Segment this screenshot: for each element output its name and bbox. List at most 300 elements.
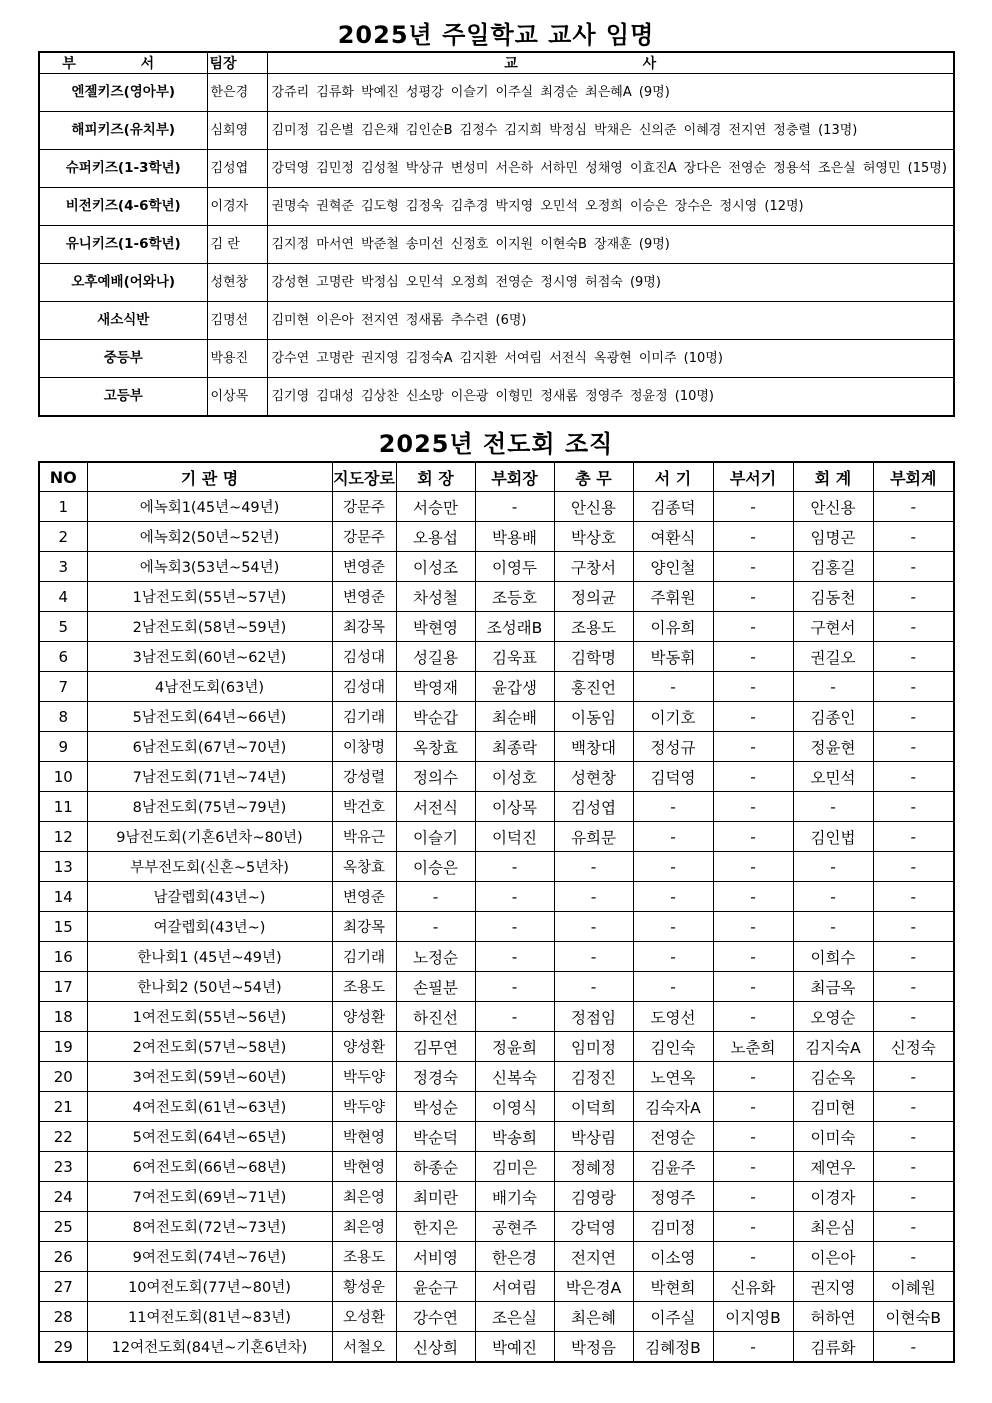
vice-president-cell: - bbox=[475, 942, 554, 972]
header-vice-president: 부회장 bbox=[475, 462, 554, 492]
elder-cell: 강문주 bbox=[332, 492, 396, 522]
treasurer-cell: 이경자 bbox=[793, 1182, 873, 1212]
table-row bbox=[39, 942, 954, 972]
treasurer-cell: 김미현 bbox=[793, 1092, 873, 1122]
header-department: 부 서 bbox=[39, 52, 207, 74]
no-cell: 5 bbox=[39, 612, 87, 642]
treasurer-cell: 오민석 bbox=[793, 762, 873, 792]
team-leader-cell: 김명선 bbox=[207, 302, 267, 340]
department-cell: 중등부 bbox=[39, 340, 207, 378]
teacher-appointment-title: 2025년 주일학교 교사 임명 bbox=[337, 21, 655, 49]
vice-secretary-cell: - bbox=[713, 912, 793, 942]
vice-treasurer-cell: 이현숙B bbox=[873, 1302, 954, 1332]
secretary-cell: 박현희 bbox=[633, 1272, 713, 1302]
vice-secretary-cell: - bbox=[713, 1122, 793, 1152]
table-row bbox=[39, 492, 954, 522]
vice-secretary-cell: - bbox=[713, 822, 793, 852]
general-affairs-cell: 정점임 bbox=[554, 1002, 633, 1032]
organization-cell: 3남전도회(60년~62년) bbox=[87, 642, 332, 672]
vice-secretary-cell: - bbox=[713, 1182, 793, 1212]
secretary-cell: 도영선 bbox=[633, 1002, 713, 1032]
no-cell: 16 bbox=[39, 942, 87, 972]
teacher-row bbox=[39, 340, 954, 378]
teacher-appointment-table bbox=[38, 51, 955, 417]
president-cell: 서전식 bbox=[396, 792, 475, 822]
treasurer-cell: - bbox=[793, 792, 873, 822]
general-affairs-cell: 구창서 bbox=[554, 552, 633, 582]
table-row bbox=[39, 1212, 954, 1242]
teacher-row bbox=[39, 378, 954, 416]
president-cell: 박영재 bbox=[396, 672, 475, 702]
treasurer-cell: 김순옥 bbox=[793, 1062, 873, 1092]
no-cell: 1 bbox=[39, 492, 87, 522]
vice-treasurer-cell: - bbox=[873, 1182, 954, 1212]
elder-cell: 조용도 bbox=[332, 972, 396, 1002]
elder-cell: 변영준 bbox=[332, 552, 396, 582]
organization-cell: 8남전도회(75년~79년) bbox=[87, 792, 332, 822]
vice-secretary-cell: 노춘희 bbox=[713, 1032, 793, 1062]
vice-treasurer-cell: - bbox=[873, 822, 954, 852]
vice-secretary-cell: 신유화 bbox=[713, 1272, 793, 1302]
vice-treasurer-cell: - bbox=[873, 972, 954, 1002]
organization-cell: 5여전도회(64년~65년) bbox=[87, 1122, 332, 1152]
treasurer-cell: 이희수 bbox=[793, 942, 873, 972]
president-cell: 박순갑 bbox=[396, 702, 475, 732]
no-cell: 23 bbox=[39, 1152, 87, 1182]
secretary-cell: - bbox=[633, 972, 713, 1002]
header-elder: 지도장로 bbox=[332, 462, 396, 492]
general-affairs-cell: 정혜정 bbox=[554, 1152, 633, 1182]
general-affairs-cell: 김학명 bbox=[554, 642, 633, 672]
teacher-row bbox=[39, 302, 954, 340]
teachers-cell: 김기영 김대성 김상찬 신소망 이은광 이형민 정새롬 정영주 정윤정 (10명) bbox=[267, 378, 954, 416]
elder-cell: 박두양 bbox=[332, 1092, 396, 1122]
teachers-cell: 강쥬리 김류화 박예진 성평강 이슬기 이주실 최경순 최은혜A (9명) bbox=[267, 74, 954, 112]
organization-cell: 한나회1 (45년~49년) bbox=[87, 942, 332, 972]
treasurer-cell: 김류화 bbox=[793, 1332, 873, 1363]
president-cell: 서비영 bbox=[396, 1242, 475, 1272]
vice-president-cell: 서여림 bbox=[475, 1272, 554, 1302]
vice-secretary-cell: - bbox=[713, 1002, 793, 1032]
vice-president-cell: 신복숙 bbox=[475, 1062, 554, 1092]
president-cell: - bbox=[396, 912, 475, 942]
elder-cell: 박현영 bbox=[332, 1152, 396, 1182]
table-row bbox=[39, 552, 954, 582]
vice-president-cell: 이덕진 bbox=[475, 822, 554, 852]
vice-secretary-cell: - bbox=[713, 552, 793, 582]
vice-treasurer-cell: - bbox=[873, 1092, 954, 1122]
table-row bbox=[39, 1332, 954, 1363]
elder-cell: 박현영 bbox=[332, 1122, 396, 1152]
president-cell: 박현영 bbox=[396, 612, 475, 642]
vice-treasurer-cell: 신정숙 bbox=[873, 1032, 954, 1062]
general-affairs-cell: 최은혜 bbox=[554, 1302, 633, 1332]
table-row bbox=[39, 1152, 954, 1182]
elder-cell: 강성렬 bbox=[332, 762, 396, 792]
vice-treasurer-cell: - bbox=[873, 852, 954, 882]
teacher-row bbox=[39, 112, 954, 150]
general-affairs-cell: 전지연 bbox=[554, 1242, 633, 1272]
table-row bbox=[39, 1182, 954, 1212]
teachers-cell: 강수연 고명란 권지영 김정숙A 김지환 서여림 서전식 옥광현 이미주 (10명) bbox=[267, 340, 954, 378]
secretary-cell: 이유희 bbox=[633, 612, 713, 642]
treasurer-cell: 최은심 bbox=[793, 1212, 873, 1242]
vice-president-cell: 조은실 bbox=[475, 1302, 554, 1332]
vice-president-cell: 한은경 bbox=[475, 1242, 554, 1272]
secretary-cell: 양인철 bbox=[633, 552, 713, 582]
no-cell: 29 bbox=[39, 1332, 87, 1363]
secretary-cell: 정영주 bbox=[633, 1182, 713, 1212]
table-row bbox=[39, 912, 954, 942]
no-cell: 8 bbox=[39, 702, 87, 732]
organization-cell: 남갈렙회(43년~) bbox=[87, 882, 332, 912]
secretary-cell: - bbox=[633, 882, 713, 912]
president-cell: 손필분 bbox=[396, 972, 475, 1002]
vice-president-cell: 배기숙 bbox=[475, 1182, 554, 1212]
president-cell: 신상희 bbox=[396, 1332, 475, 1363]
organization-cell: 부부전도회(신혼~5년차) bbox=[87, 852, 332, 882]
teachers-cell: 권명숙 권혁준 김도형 김정욱 김추경 박지영 오민석 오정희 이승은 장수은 정시영 (12명) bbox=[267, 188, 954, 226]
president-cell: 박순덕 bbox=[396, 1122, 475, 1152]
president-cell: 이슬기 bbox=[396, 822, 475, 852]
elder-cell: 변영준 bbox=[332, 882, 396, 912]
vice-secretary-cell: - bbox=[713, 942, 793, 972]
vice-president-cell: 윤갑생 bbox=[475, 672, 554, 702]
org-table-header-row bbox=[39, 462, 954, 492]
vice-secretary-cell: - bbox=[713, 882, 793, 912]
organization-cell: 한나회2 (50년~54년) bbox=[87, 972, 332, 1002]
table-row bbox=[39, 1272, 954, 1302]
treasurer-cell: 안신용 bbox=[793, 492, 873, 522]
vice-president-cell: - bbox=[475, 492, 554, 522]
elder-cell: 김성대 bbox=[332, 672, 396, 702]
treasurer-cell: 구현서 bbox=[793, 612, 873, 642]
no-cell: 12 bbox=[39, 822, 87, 852]
team-leader-cell: 이경자 bbox=[207, 188, 267, 226]
no-cell: 25 bbox=[39, 1212, 87, 1242]
vice-president-cell: 최순배 bbox=[475, 702, 554, 732]
table-row bbox=[39, 732, 954, 762]
president-cell: 하진선 bbox=[396, 1002, 475, 1032]
secretary-cell: 김혜정B bbox=[633, 1332, 713, 1363]
vice-treasurer-cell: - bbox=[873, 1242, 954, 1272]
department-cell: 엔젤키즈(영아부) bbox=[39, 74, 207, 112]
vice-president-cell: 김욱표 bbox=[475, 642, 554, 672]
vice-treasurer-cell: - bbox=[873, 1062, 954, 1092]
president-cell: 박성순 bbox=[396, 1092, 475, 1122]
treasurer-cell: 허하연 bbox=[793, 1302, 873, 1332]
teacher-row bbox=[39, 226, 954, 264]
table-row bbox=[39, 1122, 954, 1152]
treasurer-cell: 김지숙A bbox=[793, 1032, 873, 1062]
organization-cell: 에녹회2(50년~52년) bbox=[87, 522, 332, 552]
treasurer-cell: 임명곤 bbox=[793, 522, 873, 552]
secretary-cell: - bbox=[633, 942, 713, 972]
teacher-row bbox=[39, 150, 954, 188]
general-affairs-cell: - bbox=[554, 882, 633, 912]
president-cell: 이성조 bbox=[396, 552, 475, 582]
organization-cell: 4여전도회(61년~63년) bbox=[87, 1092, 332, 1122]
general-affairs-cell: 김정진 bbox=[554, 1062, 633, 1092]
vice-president-cell: 박송희 bbox=[475, 1122, 554, 1152]
vice-treasurer-cell: - bbox=[873, 492, 954, 522]
elder-cell: 옥창효 bbox=[332, 852, 396, 882]
vice-treasurer-cell: - bbox=[873, 792, 954, 822]
president-cell: 서승만 bbox=[396, 492, 475, 522]
no-cell: 11 bbox=[39, 792, 87, 822]
general-affairs-cell: 이덕희 bbox=[554, 1092, 633, 1122]
table-row bbox=[39, 852, 954, 882]
general-affairs-cell: - bbox=[554, 852, 633, 882]
no-cell: 19 bbox=[39, 1032, 87, 1062]
department-cell: 오후예배(어와나) bbox=[39, 264, 207, 302]
vice-treasurer-cell: - bbox=[873, 702, 954, 732]
general-affairs-cell: 유희문 bbox=[554, 822, 633, 852]
treasurer-cell: 제연우 bbox=[793, 1152, 873, 1182]
vice-secretary-cell: - bbox=[713, 792, 793, 822]
organization-cell: 9여전도회(74년~76년) bbox=[87, 1242, 332, 1272]
no-cell: 28 bbox=[39, 1302, 87, 1332]
general-affairs-cell: 성현창 bbox=[554, 762, 633, 792]
no-cell: 6 bbox=[39, 642, 87, 672]
vice-treasurer-cell: - bbox=[873, 1122, 954, 1152]
organization-cell: 12여전도회(84년~기혼6년차) bbox=[87, 1332, 332, 1363]
table-row bbox=[39, 702, 954, 732]
general-affairs-cell: - bbox=[554, 912, 633, 942]
secretary-cell: - bbox=[633, 852, 713, 882]
president-cell: 이승은 bbox=[396, 852, 475, 882]
secretary-cell: - bbox=[633, 912, 713, 942]
secretary-cell: 노연옥 bbox=[633, 1062, 713, 1092]
elder-cell: 박건호 bbox=[332, 792, 396, 822]
organization-cell: 11여전도회(81년~83년) bbox=[87, 1302, 332, 1332]
no-cell: 3 bbox=[39, 552, 87, 582]
vice-treasurer-cell: - bbox=[873, 1332, 954, 1363]
vice-secretary-cell: - bbox=[713, 522, 793, 552]
vice-secretary-cell: - bbox=[713, 762, 793, 792]
header-team-leader: 팀장 bbox=[207, 52, 267, 74]
vice-secretary-cell: - bbox=[713, 582, 793, 612]
president-cell: - bbox=[396, 882, 475, 912]
no-cell: 24 bbox=[39, 1182, 87, 1212]
organization-cell: 7남전도회(71년~74년) bbox=[87, 762, 332, 792]
treasurer-cell: - bbox=[793, 672, 873, 702]
secretary-cell: - bbox=[633, 672, 713, 702]
mission-society-table bbox=[38, 461, 955, 1363]
secretary-cell: 여환식 bbox=[633, 522, 713, 552]
elder-cell: 오성환 bbox=[332, 1302, 396, 1332]
header-organization: 기 관 명 bbox=[87, 462, 332, 492]
vice-treasurer-cell: - bbox=[873, 1002, 954, 1032]
secretary-cell: 주휘원 bbox=[633, 582, 713, 612]
general-affairs-cell: 강덕영 bbox=[554, 1212, 633, 1242]
secretary-cell: 이주실 bbox=[633, 1302, 713, 1332]
vice-treasurer-cell: - bbox=[873, 732, 954, 762]
teacher-row bbox=[39, 74, 954, 112]
no-cell: 21 bbox=[39, 1092, 87, 1122]
team-leader-cell: 김 란 bbox=[207, 226, 267, 264]
president-cell: 김무연 bbox=[396, 1032, 475, 1062]
teachers-cell: 강성현 고명란 박정심 오민석 오정희 전영순 정시영 허점숙 (9명) bbox=[267, 264, 954, 302]
team-leader-cell: 한은경 bbox=[207, 74, 267, 112]
vice-president-cell: 김미은 bbox=[475, 1152, 554, 1182]
president-cell: 한지은 bbox=[396, 1212, 475, 1242]
department-cell: 비전키즈(4-6학년) bbox=[39, 188, 207, 226]
vice-president-cell: - bbox=[475, 1002, 554, 1032]
no-cell: 4 bbox=[39, 582, 87, 612]
teachers-cell: 김지정 마서연 박준철 송미선 신정호 이지원 이현숙B 장재훈 (9명) bbox=[267, 226, 954, 264]
secretary-cell: 이소영 bbox=[633, 1242, 713, 1272]
team-leader-cell: 성현창 bbox=[207, 264, 267, 302]
treasurer-cell: 김인법 bbox=[793, 822, 873, 852]
elder-cell: 조용도 bbox=[332, 1242, 396, 1272]
general-affairs-cell: - bbox=[554, 972, 633, 1002]
table-row bbox=[39, 762, 954, 792]
vice-secretary-cell: - bbox=[713, 1332, 793, 1363]
president-cell: 성길용 bbox=[396, 642, 475, 672]
mission-society-title: 2025년 전도회 조직 bbox=[378, 430, 614, 458]
organization-cell: 6남전도회(67년~70년) bbox=[87, 732, 332, 762]
header-secretary: 서 기 bbox=[633, 462, 713, 492]
treasurer-cell: 김동천 bbox=[793, 582, 873, 612]
elder-cell: 강문주 bbox=[332, 522, 396, 552]
vice-treasurer-cell: 이혜원 bbox=[873, 1272, 954, 1302]
no-cell: 18 bbox=[39, 1002, 87, 1032]
president-cell: 윤순구 bbox=[396, 1272, 475, 1302]
table-row bbox=[39, 522, 954, 552]
elder-cell: 박두양 bbox=[332, 1062, 396, 1092]
header-teachers: 교 사 bbox=[267, 52, 954, 74]
general-affairs-cell: 홍진언 bbox=[554, 672, 633, 702]
no-cell: 20 bbox=[39, 1062, 87, 1092]
department-cell: 고등부 bbox=[39, 378, 207, 416]
table-row bbox=[39, 612, 954, 642]
president-cell: 하종순 bbox=[396, 1152, 475, 1182]
no-cell: 15 bbox=[39, 912, 87, 942]
vice-treasurer-cell: - bbox=[873, 552, 954, 582]
president-cell: 오용섭 bbox=[396, 522, 475, 552]
general-affairs-cell: 박은경A bbox=[554, 1272, 633, 1302]
elder-cell: 김성대 bbox=[332, 642, 396, 672]
no-cell: 9 bbox=[39, 732, 87, 762]
vice-president-cell: - bbox=[475, 852, 554, 882]
organization-cell: 4남전도회(63년) bbox=[87, 672, 332, 702]
vice-president-cell: 이영식 bbox=[475, 1092, 554, 1122]
treasurer-cell: 이미숙 bbox=[793, 1122, 873, 1152]
table-row bbox=[39, 792, 954, 822]
treasurer-cell: - bbox=[793, 912, 873, 942]
organization-cell: 3여전도회(59년~60년) bbox=[87, 1062, 332, 1092]
vice-treasurer-cell: - bbox=[873, 582, 954, 612]
elder-cell: 최은영 bbox=[332, 1182, 396, 1212]
table-row bbox=[39, 972, 954, 1002]
treasurer-cell: - bbox=[793, 882, 873, 912]
vice-treasurer-cell: - bbox=[873, 1212, 954, 1242]
teacher-table-header-row bbox=[39, 52, 954, 74]
president-cell: 노정순 bbox=[396, 942, 475, 972]
elder-cell: 박유근 bbox=[332, 822, 396, 852]
table-row bbox=[39, 1032, 954, 1062]
organization-cell: 9남전도회(기혼6년차~80년) bbox=[87, 822, 332, 852]
vice-secretary-cell: - bbox=[713, 672, 793, 702]
vice-secretary-cell: - bbox=[713, 1062, 793, 1092]
general-affairs-cell: 김영랑 bbox=[554, 1182, 633, 1212]
organization-cell: 10여전도회(77년~80년) bbox=[87, 1272, 332, 1302]
vice-secretary-cell: - bbox=[713, 1242, 793, 1272]
teacher-row bbox=[39, 188, 954, 226]
vice-secretary-cell: - bbox=[713, 612, 793, 642]
no-cell: 7 bbox=[39, 672, 87, 702]
general-affairs-cell: 안신용 bbox=[554, 492, 633, 522]
teachers-cell: 김미정 김은별 김은채 김인순B 김정수 김지희 박정심 박채은 신의준 이혜경 전지연 정충렬 (13명) bbox=[267, 112, 954, 150]
vice-treasurer-cell: - bbox=[873, 612, 954, 642]
general-affairs-cell: 임미정 bbox=[554, 1032, 633, 1062]
teacher-row bbox=[39, 264, 954, 302]
elder-cell: 양성환 bbox=[332, 1032, 396, 1062]
vice-president-cell: - bbox=[475, 912, 554, 942]
general-affairs-cell: 김성엽 bbox=[554, 792, 633, 822]
vice-secretary-cell: - bbox=[713, 972, 793, 1002]
header-vice-secretary: 부서기 bbox=[713, 462, 793, 492]
organization-cell: 1남전도회(55년~57년) bbox=[87, 582, 332, 612]
header-no: NO bbox=[39, 462, 87, 492]
secretary-cell: 김윤주 bbox=[633, 1152, 713, 1182]
vice-president-cell: - bbox=[475, 972, 554, 1002]
elder-cell: 김기래 bbox=[332, 702, 396, 732]
table-row bbox=[39, 582, 954, 612]
president-cell: 정경숙 bbox=[396, 1062, 475, 1092]
vice-secretary-cell: 이지영B bbox=[713, 1302, 793, 1332]
elder-cell: 황성운 bbox=[332, 1272, 396, 1302]
general-affairs-cell: 박정음 bbox=[554, 1332, 633, 1363]
treasurer-cell: 권길오 bbox=[793, 642, 873, 672]
vice-secretary-cell: - bbox=[713, 852, 793, 882]
vice-treasurer-cell: - bbox=[873, 522, 954, 552]
treasurer-cell: 김종인 bbox=[793, 702, 873, 732]
no-cell: 10 bbox=[39, 762, 87, 792]
organization-cell: 8여전도회(72년~73년) bbox=[87, 1212, 332, 1242]
organization-cell: 에녹회3(53년~54년) bbox=[87, 552, 332, 582]
treasurer-cell: 권지영 bbox=[793, 1272, 873, 1302]
vice-secretary-cell: - bbox=[713, 732, 793, 762]
president-cell: 옥창효 bbox=[396, 732, 475, 762]
header-general-affairs: 총 무 bbox=[554, 462, 633, 492]
no-cell: 14 bbox=[39, 882, 87, 912]
table-row bbox=[39, 882, 954, 912]
no-cell: 17 bbox=[39, 972, 87, 1002]
secretary-cell: 이기호 bbox=[633, 702, 713, 732]
organization-cell: 2여전도회(57년~58년) bbox=[87, 1032, 332, 1062]
treasurer-cell: 김홍길 bbox=[793, 552, 873, 582]
table-row bbox=[39, 672, 954, 702]
general-affairs-cell: 박상림 bbox=[554, 1122, 633, 1152]
no-cell: 2 bbox=[39, 522, 87, 552]
no-cell: 22 bbox=[39, 1122, 87, 1152]
vice-treasurer-cell: - bbox=[873, 762, 954, 792]
team-leader-cell: 김성엽 bbox=[207, 150, 267, 188]
secretary-cell: 김숙자A bbox=[633, 1092, 713, 1122]
header-president: 회 장 bbox=[396, 462, 475, 492]
vice-secretary-cell: - bbox=[713, 1152, 793, 1182]
no-cell: 27 bbox=[39, 1272, 87, 1302]
teachers-cell: 김미현 이은아 전지연 정새롬 추수련 (6명) bbox=[267, 302, 954, 340]
vice-secretary-cell: - bbox=[713, 1212, 793, 1242]
team-leader-cell: 이상목 bbox=[207, 378, 267, 416]
vice-secretary-cell: - bbox=[713, 642, 793, 672]
general-affairs-cell: 이동임 bbox=[554, 702, 633, 732]
vice-secretary-cell: - bbox=[713, 492, 793, 522]
elder-cell: 최강목 bbox=[332, 612, 396, 642]
